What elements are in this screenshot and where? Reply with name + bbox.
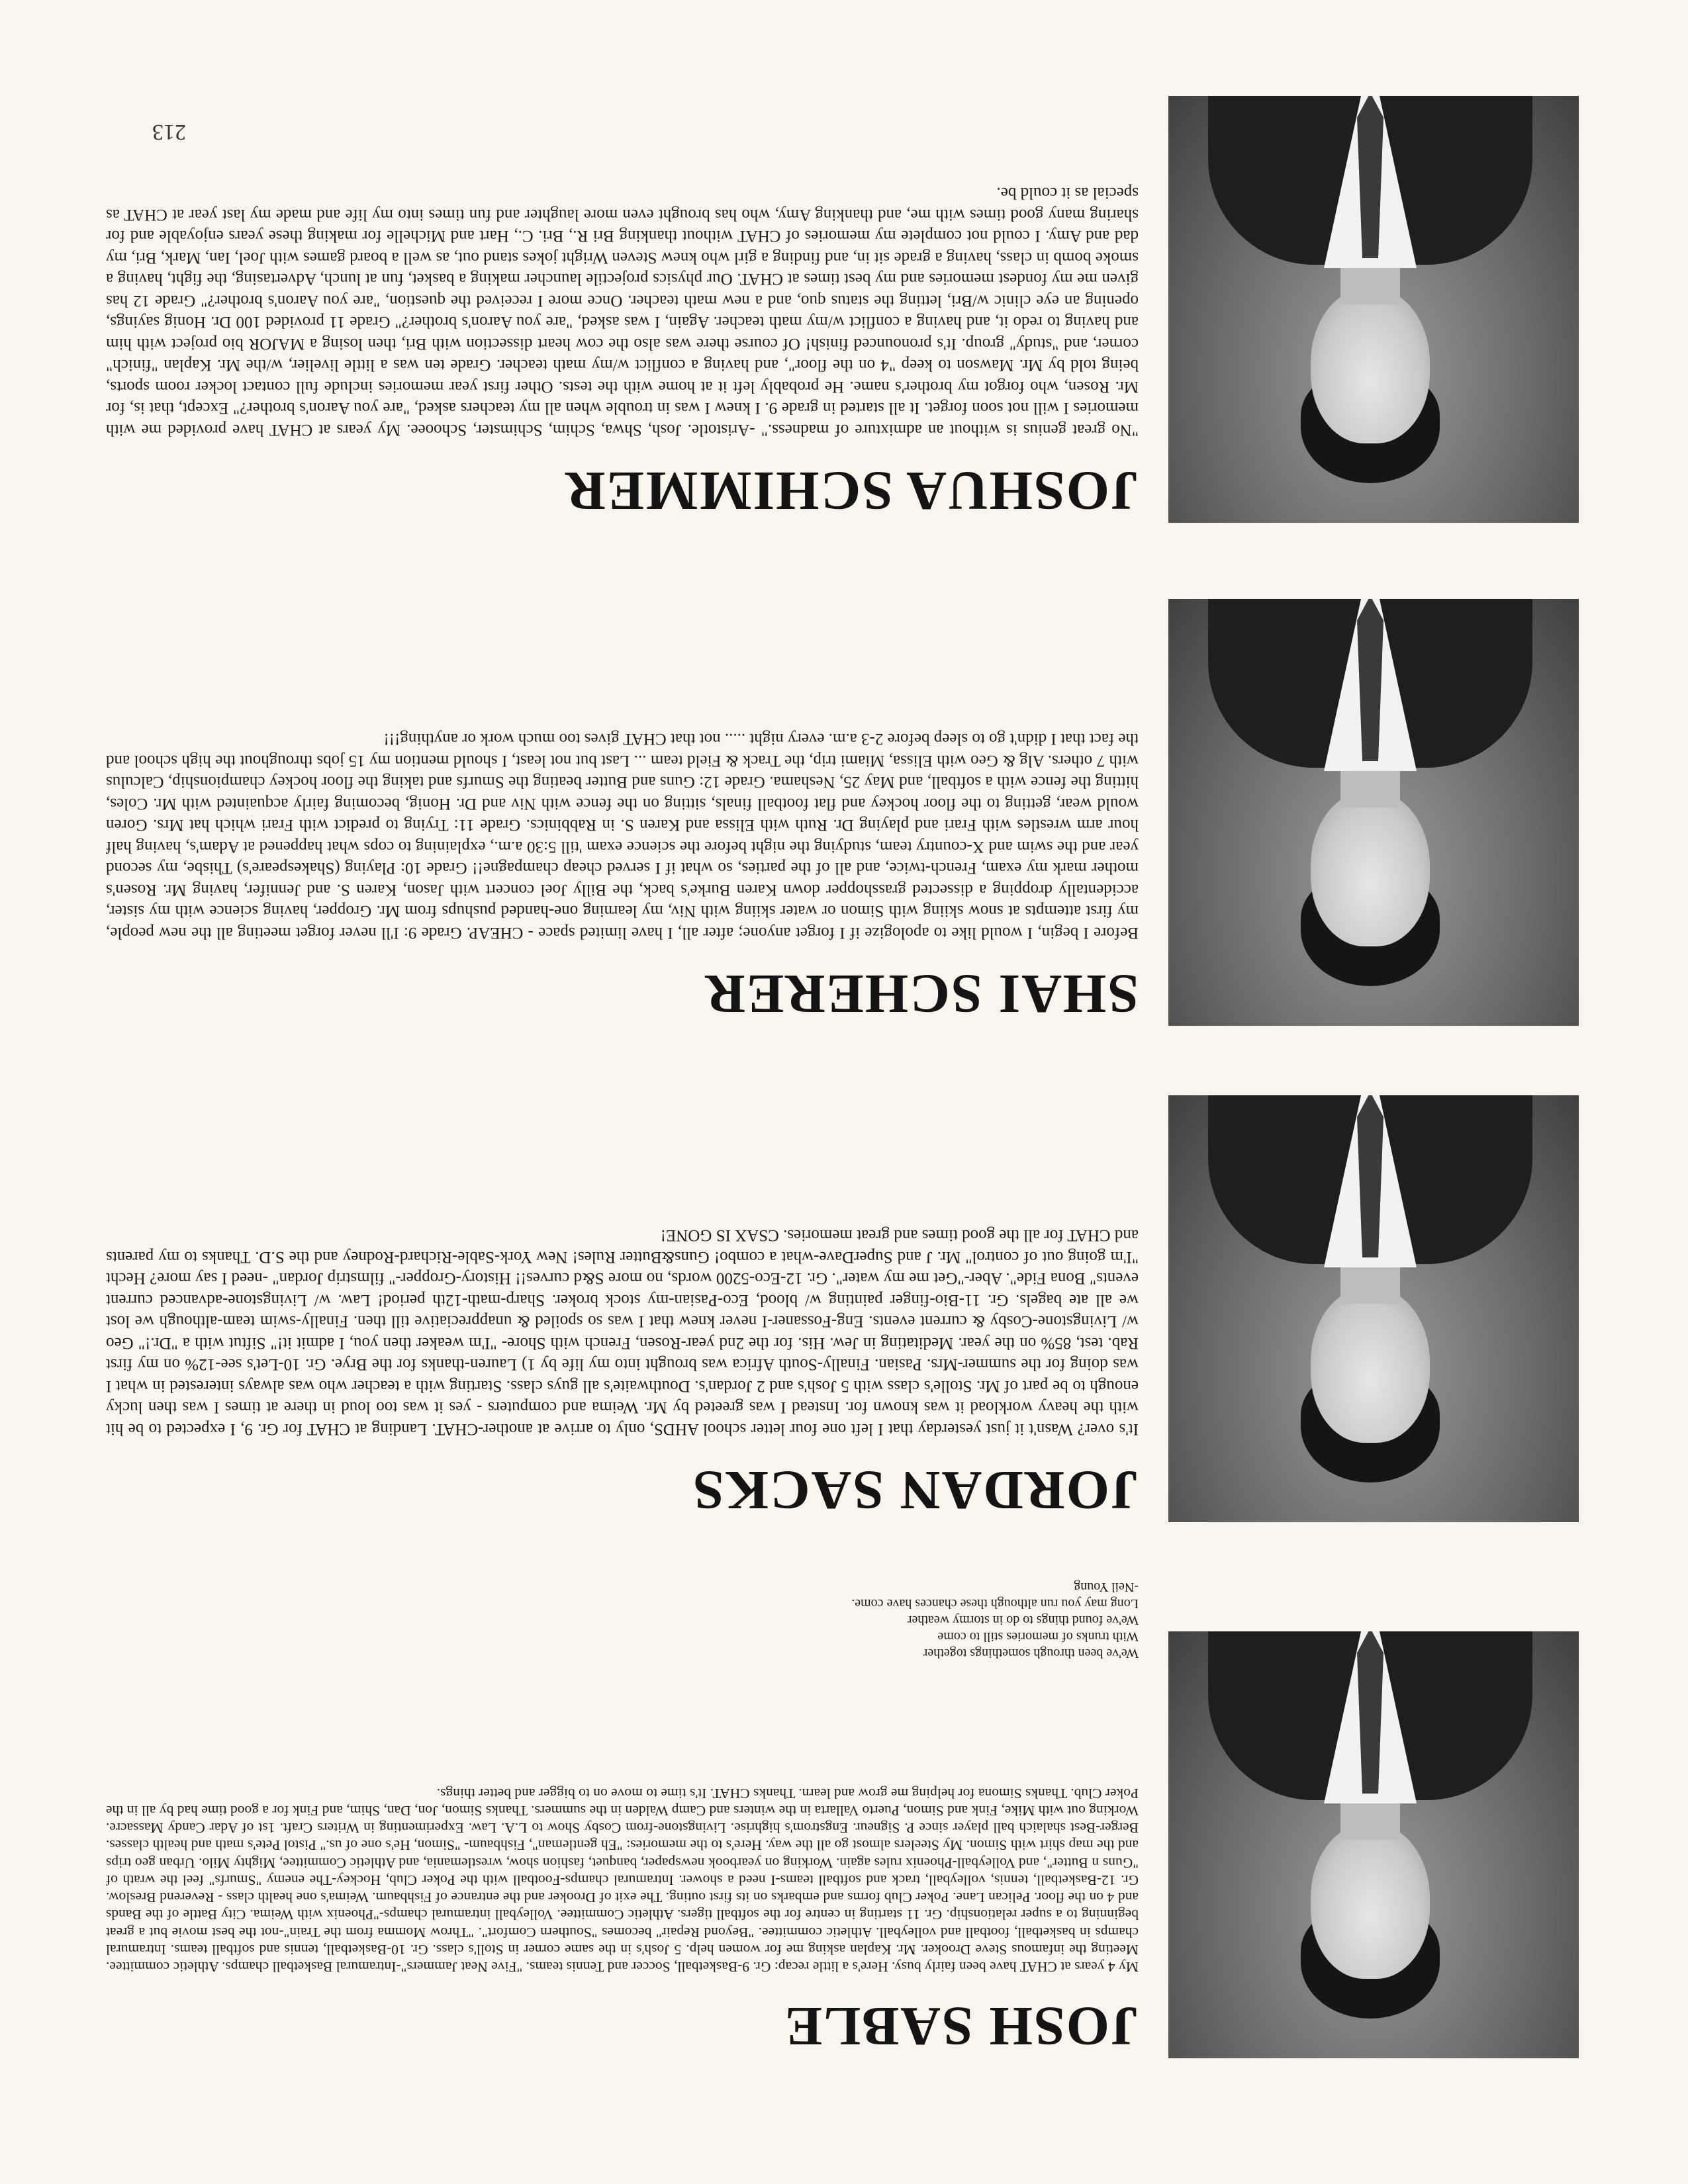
quote-poem [635,1578,1139,1661]
student-name: JOSHUA SCHIMMER [564,460,1139,522]
poem-line: We've been through somethings together [923,1646,1139,1661]
student-bio: It's over? Wasn't it just yesterday that I left one four letter school AHDS, only to arrive at another-CHAT. Landing at CHAT for Gr. 9, I expected to be hit with the heavy workload it was known for. Instead I was greeted by Mr. Weima and computers - yes it was too loud in there at times I was then lucky enough to be part of Mr. Stolle's class with 5 Josh's and 2 Jordan's. Douthwaite's all guys class. Starting with a teacher who was always interested in what I was doing for the summer-Mrs. Pasian. Finally-South Africa was brought into my life by 1) Lauren-thanks for the Brye. Gr. 10-Let's see-12% on my first Rab. test, 85% on the year. Meditating in Jew. His. for the 2nd year-Rosen, French with Shore- "I'm weaker then you, I admit it!" Siftut with a "Dr.!" Geo w/ Livingstone-Cosby & current events. Eng-Fossaner-I never knew that I was so spoiled & unappreciative till then. Finally-swim team-although we lost we all ate bagels. Gr. 11-Bio-finger painting w/ blood, Eco-Pasian-my stock broker. Sharp-math-12th period! Law. w/ Livingstone-advanced current events" Bona Fide". Aber-"Get me my water". Gr. 12-Eco-5200 words, no more S&d curves!! History-Gropper-" filmstrip Jordan" -need I say more? Hecht "I'm going out of control" Mr. J and SuperDave-what a combo! Guns&Butter Rules! New York-Sable-Richard-Rodney and the S.D. Thanks to my parents and CHAT for all the good times and great memories. CSAX IS GONE! [106,1226,1139,1438]
poem-attribution: -Neil Young [1074,1580,1139,1594]
student-portrait [1168,96,1579,523]
student-portrait [1168,599,1579,1026]
page-number: 213 [152,120,186,144]
student-bio: Before I begin, I would like to apologize if I forget anyone; after all, I have limited space - CHEAP. Grade 9: I'll never forget meeting all the new people, my first attempts at snow skiing with Simon or water skiing with Niv, my learning one-handed pushups from Mr. Gropper, having science with my sister, accidentally dropping a dissected grasshopper down Karen Burke's back, the Billy Joel concert with Jason, Karen S. and Jennifer, having Mr. Rosen's mother mark my exam, French-twice, and all of the parties, so what if I served cheap champagne!! Grade 10: Playing (Shakespeare's) Thisbe, my second year and the swim and X-country team, studying the night before the science exam 'till 5:30 a.m., explaining to cops what happened at Adam's, having half hour arm wrestles with Frari and playing Dr. Ruth with Elissa and Karen S. in Rabbinics. Grade 11: Trying to predict with Frari which hat Mrs. Goren would wear, getting to the floor hockey and flat football finals, sitting on the fence with Niv and Dr. Honig, becoming fairly acquainted with Mr. Coles, hitting the fence with a softball, and May 25, Neshama. Grade 12: Guns and Butter beating the Smurfs and taking the floor hockey championship, Calculus with 7 others. Alg & Geo with Elissa, Miami trip, the Track & Field team ... Last but not least, I should mention my 15 jobs throughout the high school and the fact that I didn't go to sleep before 2-3 a.m. every night ..... not that CHAT gives too much work or anything!!! [106,730,1139,942]
student-portrait [1168,1631,1579,2058]
poem-line: With trunks of memories still to come [937,1629,1139,1644]
student-portrait [1168,1095,1579,1522]
student-name: JOSH SABLE [784,1995,1139,2057]
portrait-face [1311,288,1430,443]
student-entry-jordan-sacks [0,1059,1688,1549]
student-bio: My 4 years at CHAT have been fairly busy. Here's a little recap: Gr. 9-Basketball, Soccer and Tennis teams. "Five Neat Jammers"-Intramural Basketball champs. Athletic committee. Meeting the infamous Steve Drooker. Mr. Kaplan asking me for women help. 5 Josh's in the same corner in Stoll's class. Gr. 10-Basketball, tennis and softball teams. Intramural champs in basketball, football and volleyball. Athletic committee. "Beyond Repair" becomes "Southern Comfort". "Throw Momma from the Train"-not the best movie but a great beginning to a super relationship. Gr. 11 starting in centre for the softball tigers. Athletic Committee. Volleyball intramural champs-"Phoenix with Weima. City Battle of the Bands and 4 on the floor. Pelican Lane. Poker Club forms and embarks on its first outing. The exit of Drooker and the entrance of Fishbaum. Weima's one health class - Reverend Breslow. Gr. 12-Basketball, tennis, volleyball, track and softball teams-I need a shower. Intramural champs-Football with the Poker Club, Hockey-The enemy "Smurfs" feel the wrath of "Guns n Butter", and Volleyball-Phoenix rules again. Working on yearbook newspaper, banquet, fashion show, wrestlemania, and Athletic Committee, Mighty Milo. Urban geo trips and the map shirt with Simon. My Steelers almost go all the way. Here's to the memories: "Eh gentleman", Fishbaum- "Simon, He's one of us." Pistol Pete's math and health classes. Berger-Best shalaich ball player since P. Signeur. Engstrom's highrise. Livingstone-from Cosby Show to L.A. Law. Experimenting in Writers Craft. 1st of Adar Candy Massacre. Working out with Mike, Fink and Simon, Puerto Vallarta in the winters and Camp Walden in the summers. Thanks Simon, Jon, Dan, Shim, and Fink for a good time had by all in the Poker Club. Thanks Simona for helping me grow and learn. Thanks CHAT. It's time to move on to bigger and better things. [106,1785,1139,1975]
student-entry-shai-scherer [0,563,1688,1052]
portrait-face [1311,1823,1430,1979]
student-entry-josh-sable [0,1580,1688,2085]
student-entry-joshua-schimmer [0,60,1688,549]
student-name: JORDAN SACKS [691,1459,1139,1521]
poem-line: Long may you run although these chances have come. [851,1596,1139,1611]
portrait-face [1311,1287,1430,1443]
student-bio: "No great genius is without an admixture of madness." -Aristotle. Josh, Shwa, Schim, Schimster, Schooee. My years at CHAT have provided me with memories I will not soon forget. It all started in grade 9. I knew I was in trouble when all my teachers asked, "are you Aaron's brother?" Except, that is, for Mr. Rosen, who forgot my brother's name. He probably left it at home with the tests. Other first year memories include full contact locker room sports, being told by Mr. Mawson to keep "4 on the floor", and having a conflict w/my math teacher. Grade ten was a little livelier, w/the Mr. Kaplan "finich" corner, and "study" group. It's pronounced finish! Of course there was also the cow heart dissection with Bri, then losing a MAJOR bio project with him and having to redo it, and having a conflict w/my math teacher. Again, I was asked, "are you Aaron's brother?" Grade 11 provided 100 Dr. Honig sayings, opening an eye clinic w/Bri, letting the status quo, and a new math teacher. Once more I received the question, "are you Aaron's brother?" Grade 12 has given me my fondest memories and my best times at CHAT. Our physics projectile launcher making a basket, fun at lunch, Advertasing, the fight, having a smoke bomb in class, having a grade sit in, and finding a girl who knew Steven Wright jokes stand out, as well a board games with Joel, Ian, Mark, Bri, my dad and Amy. I could not complete my memories of CHAT without thanking Bri R., Bri. C., Hart and Michelle for making these years enjoyable and for sharing many good times with me, and thanking Amy, who has brought even more laughter and fun times into my life and made my last year at CHAT as special as it could be. [106,184,1139,439]
student-name: SHAI SCHERER [704,963,1139,1024]
poem-line: We've found things to do in stormy weather [907,1613,1139,1627]
portrait-face [1311,791,1430,946]
